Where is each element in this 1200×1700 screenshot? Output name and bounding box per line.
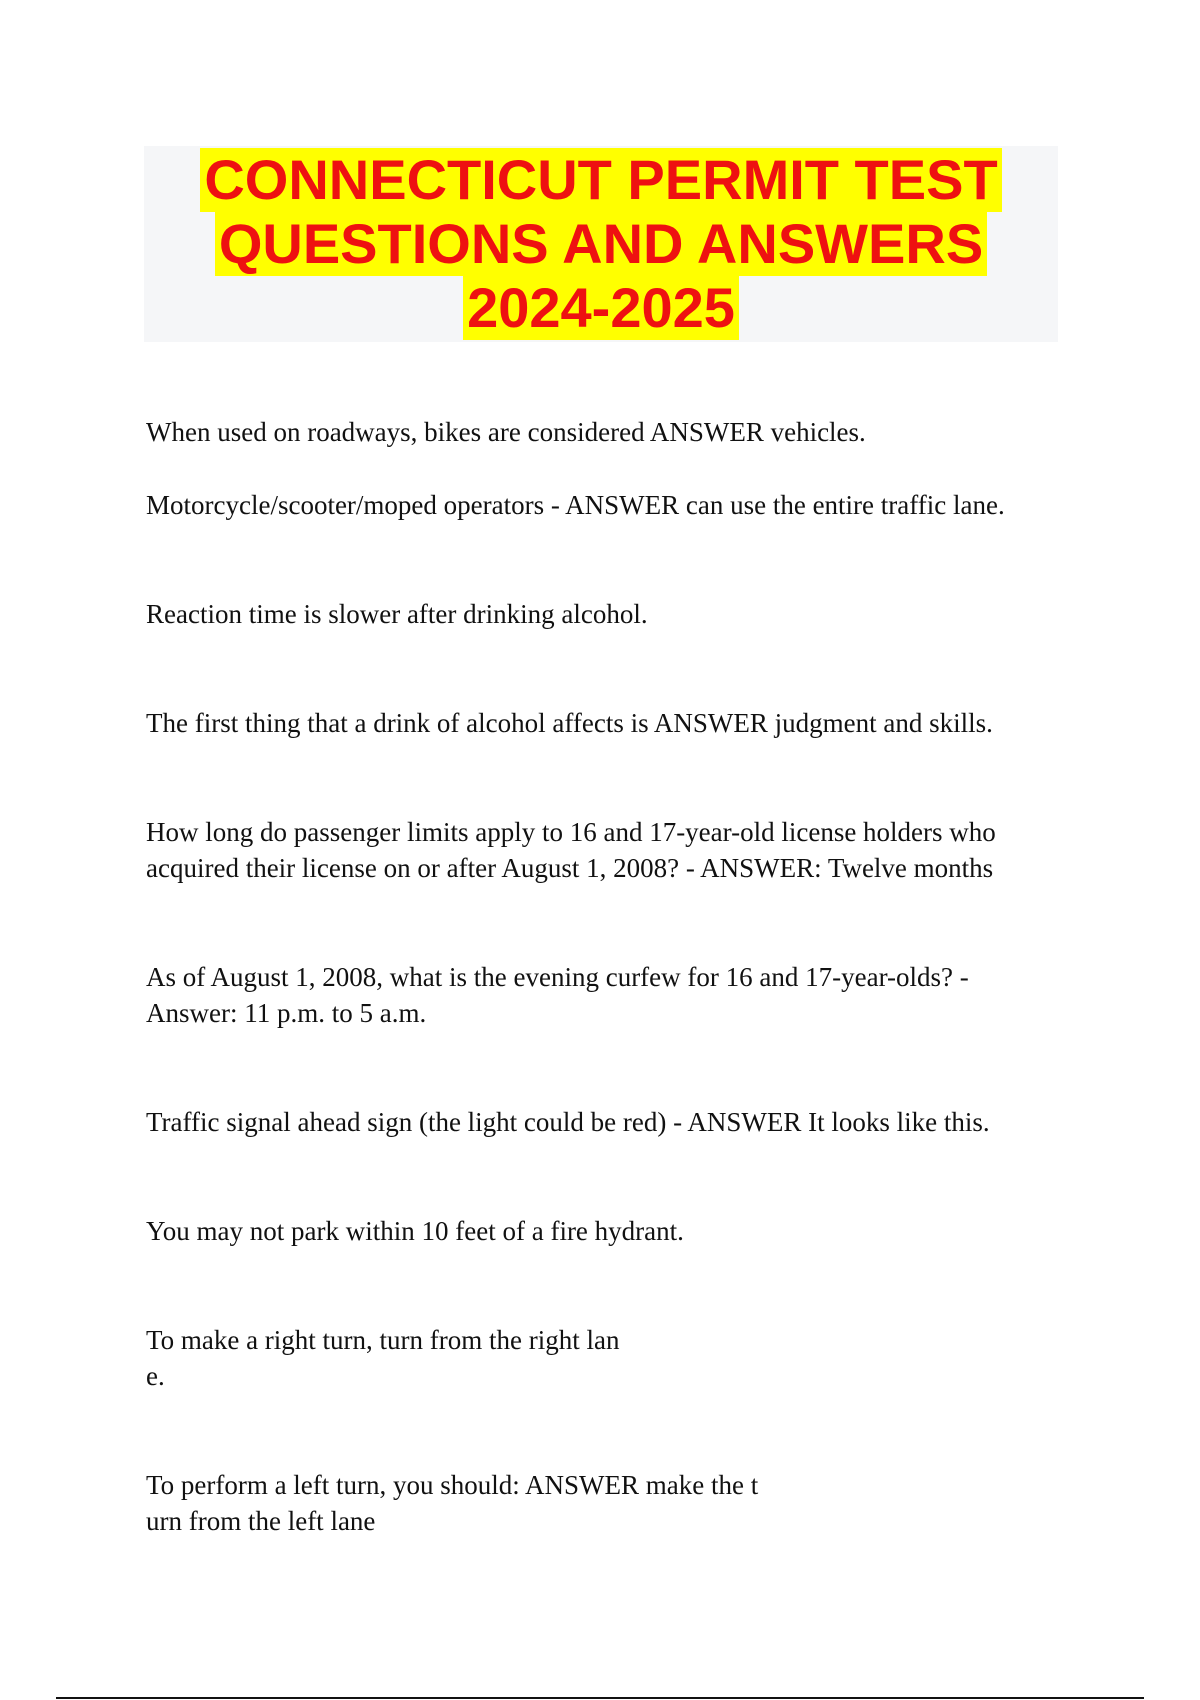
qa-item-2: Motorcycle/scooter/moped operators - ANSWER can use the entire traffic lane. — [146, 490, 1005, 520]
qa-item-8: You may not park within 10 feet of a fire hydrant. — [146, 1216, 684, 1246]
qa-item-4: The first thing that a drink of alcohol affects is ANSWER judgment and skills. — [146, 708, 993, 738]
qa-item-1: When used on roadways, bikes are considered ANSWER vehicles. — [146, 417, 866, 447]
qa-item-10: To perform a left turn, you should: ANSWER make the t urn from the left lane — [146, 1470, 759, 1536]
qa-item-9: To make a right turn, turn from the right lan e. — [146, 1325, 620, 1391]
footer-divider — [56, 1697, 1144, 1699]
title-line-1: CONNECTICUT PERMIT TEST — [200, 148, 1001, 212]
document-title-banner — [144, 146, 1058, 342]
qa-item-5: How long do passenger limits apply to 16 and 17-year-old license holders who acquired their license on or after August 1, 2008? - ANSWER: Twelve months — [146, 817, 996, 883]
qa-item-3: Reaction time is slower after drinking alcohol. — [146, 599, 648, 629]
qa-item-7: Traffic signal ahead sign (the light could be red) - ANSWER It looks like this. — [146, 1107, 990, 1137]
title-line-2: QUESTIONS AND ANSWERS — [215, 212, 987, 276]
title-line-3: 2024-2025 — [463, 276, 739, 340]
qa-item-6: As of August 1, 2008, what is the evening curfew for 16 and 17-year-olds? - Answer: 11 p.m. to 5 a.m. — [146, 962, 969, 1028]
